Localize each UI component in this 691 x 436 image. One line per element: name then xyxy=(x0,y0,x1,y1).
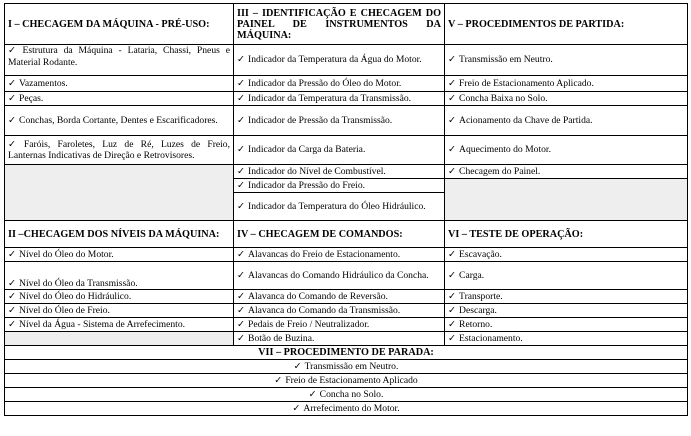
list-item xyxy=(5,402,688,416)
item-label: Transmissão em Neutro. xyxy=(304,360,399,372)
check-icon: ✓ xyxy=(237,332,246,344)
header-row-bottom xyxy=(5,346,688,360)
item-label: Concha Baixa no Solo. xyxy=(459,92,548,104)
list-item xyxy=(234,136,445,165)
check-icon: ✓ xyxy=(237,290,246,302)
item-label: Retorno. xyxy=(459,318,493,330)
list-item xyxy=(234,106,445,136)
checklist-row xyxy=(5,318,688,332)
check-icon: ✓ xyxy=(448,54,457,66)
item-label: Indicador da Pressão do Óleo do Motor. xyxy=(248,77,402,89)
item-label: Alavanca do Comando de Reversão. xyxy=(248,290,388,302)
checklist-row xyxy=(5,165,688,179)
check-icon: ✓ xyxy=(8,138,21,150)
item-label: Escavação. xyxy=(459,248,502,260)
check-icon: ✓ xyxy=(448,318,457,330)
list-item xyxy=(234,179,445,193)
list-item xyxy=(445,106,688,136)
list-item xyxy=(5,374,688,388)
list-item xyxy=(445,136,688,165)
item-label: Alavancas do Freio de Estacionamento. xyxy=(248,248,401,260)
check-icon: ✓ xyxy=(448,114,457,126)
check-icon: ✓ xyxy=(448,248,457,260)
check-icon: ✓ xyxy=(8,277,17,289)
list-item xyxy=(5,248,234,262)
list-item xyxy=(234,248,445,262)
check-icon: ✓ xyxy=(8,248,17,260)
item-label: Pedais de Freio / Neutralizador. xyxy=(248,318,370,330)
list-item xyxy=(234,165,445,179)
check-icon: ✓ xyxy=(8,45,20,56)
checklist-row xyxy=(5,332,688,346)
list-item xyxy=(445,290,688,304)
check-icon: ✓ xyxy=(448,332,457,344)
item-label: Indicador da Temperatura da Água do Motor. xyxy=(248,54,422,66)
item-label: Estacionamento. xyxy=(459,332,523,344)
checklist-row xyxy=(5,402,688,416)
checklist-row xyxy=(5,290,688,304)
item-label: Freio de Estacionamento Aplicado. xyxy=(459,77,594,89)
item-label: Estrutura da Máquina - Lataria, Chassi, Pneus e Material Rodante. xyxy=(8,45,230,68)
list-item xyxy=(445,76,688,92)
item-label: Concha no Solo. xyxy=(319,388,384,400)
checklist-row xyxy=(5,374,688,388)
section4-header: IV – CHECAGEM DE COMANDOS: xyxy=(234,221,445,248)
check-icon: ✓ xyxy=(237,318,246,330)
list-item xyxy=(234,290,445,304)
checklist-row xyxy=(5,388,688,402)
check-icon: ✓ xyxy=(293,360,302,372)
checklist-row xyxy=(5,76,688,92)
check-icon: ✓ xyxy=(237,165,246,177)
item-label: Nível do Óleo do Motor. xyxy=(19,248,114,260)
checklist-row xyxy=(5,248,688,262)
list-item xyxy=(5,136,234,165)
item-label: Indicador da Temperatura do Óleo Hidráulico. xyxy=(248,200,426,212)
item-label: Alavanca do Comando da Transmissão. xyxy=(248,304,401,316)
check-icon: ✓ xyxy=(448,144,457,156)
check-icon: ✓ xyxy=(308,388,317,400)
check-icon: ✓ xyxy=(448,290,457,302)
check-icon: ✓ xyxy=(8,92,17,104)
check-icon: ✓ xyxy=(237,304,246,316)
item-label: Indicador da Pressão do Freio. xyxy=(248,179,366,191)
list-item xyxy=(5,304,234,318)
list-item xyxy=(5,262,234,290)
list-item xyxy=(445,332,688,346)
check-icon: ✓ xyxy=(448,165,457,177)
section3-header: III – IDENTIFICAÇÃO E CHECAGEM DO PAINEL DE INSTRUMENTOS DA MÁQUINA: xyxy=(234,4,445,45)
item-label: Indicador do Nível de Combustível. xyxy=(248,165,386,177)
check-icon: ✓ xyxy=(8,114,17,126)
item-label: Nível do Óleo da Transmissão. xyxy=(19,277,138,289)
list-item xyxy=(445,92,688,106)
item-label: Transmissão em Neutro. xyxy=(459,54,553,66)
item-label: Nível da Água - Sistema de Arrefecimento. xyxy=(19,318,186,330)
item-label: Transporte. xyxy=(459,290,503,302)
item-label: Peças. xyxy=(19,92,44,104)
list-item xyxy=(234,45,445,76)
check-icon: ✓ xyxy=(8,304,17,316)
section6-header: VI – TESTE DE OPERAÇÃO: xyxy=(445,221,688,248)
checklist-row xyxy=(5,360,688,374)
list-item xyxy=(5,76,234,92)
item-label: Carga. xyxy=(459,269,485,281)
check-icon: ✓ xyxy=(448,304,457,316)
check-icon: ✓ xyxy=(8,77,17,89)
list-item xyxy=(5,290,234,304)
list-item xyxy=(445,304,688,318)
check-icon: ✓ xyxy=(237,179,246,191)
list-item xyxy=(5,92,234,106)
check-icon: ✓ xyxy=(237,92,246,104)
list-item xyxy=(234,304,445,318)
check-icon: ✓ xyxy=(448,77,457,89)
item-label: Nível do Óleo do Hidráulico. xyxy=(19,290,132,302)
list-item xyxy=(5,360,688,374)
item-label: Botão de Buzina. xyxy=(248,332,315,344)
check-icon: ✓ xyxy=(274,374,283,386)
check-icon: ✓ xyxy=(237,77,246,89)
list-item xyxy=(445,165,688,179)
list-item xyxy=(234,262,445,290)
check-icon: ✓ xyxy=(448,92,457,104)
check-icon: ✓ xyxy=(292,402,301,414)
header-row-middle xyxy=(5,221,688,248)
list-item xyxy=(234,92,445,106)
item-label: Indicador de Pressão da Transmissão. xyxy=(248,114,393,126)
item-label: Indicador da Carga da Bateria. xyxy=(248,144,366,156)
section7-header: VII – PROCEDIMENTO DE PARADA: xyxy=(5,346,688,360)
list-item xyxy=(5,106,234,136)
list-item xyxy=(234,193,445,221)
list-item xyxy=(5,388,688,402)
item-label: Conchas, Borda Cortante, Dentes e Escarificadores. xyxy=(19,114,218,126)
checklist-row xyxy=(5,304,688,318)
list-item xyxy=(234,76,445,92)
list-item xyxy=(234,318,445,332)
checklist-row xyxy=(5,45,688,76)
section1-header: I – CHECAGEM DA MÁQUINA - PRÉ-USO: xyxy=(5,4,234,45)
checklist-row xyxy=(5,106,688,136)
list-item xyxy=(5,45,234,76)
header-row-top xyxy=(5,4,688,45)
list-item xyxy=(445,262,688,290)
empty-cell xyxy=(5,332,234,346)
checklist-row xyxy=(5,262,688,290)
check-icon: ✓ xyxy=(237,114,246,126)
check-icon: ✓ xyxy=(237,248,246,260)
item-label: Arrefecimento do Motor. xyxy=(303,402,400,414)
list-item xyxy=(5,318,234,332)
checklist-row xyxy=(5,136,688,165)
check-icon: ✓ xyxy=(237,144,246,156)
item-label: Faróis, Faroletes, Luz de Ré, Luzes de Freio, Lanternas Indicativas de Direção e Retrovisores. xyxy=(8,138,231,161)
section2-header: II –CHECAGEM DOS NÍVEIS DA MÁQUINA: xyxy=(5,221,234,248)
checklist-table xyxy=(4,3,688,416)
empty-cell xyxy=(5,165,234,221)
list-item xyxy=(445,318,688,332)
list-item xyxy=(234,332,445,346)
checklist-row xyxy=(5,92,688,106)
section5-header: V – PROCEDIMENTOS DE PARTIDA: xyxy=(445,4,688,45)
item-label: Acionamento da Chave de Partida. xyxy=(459,114,593,126)
item-label: Descarga. xyxy=(459,304,497,316)
check-icon: ✓ xyxy=(237,54,246,66)
check-icon: ✓ xyxy=(8,318,17,330)
item-label: Alavancas do Comando Hidráulico da Concha. xyxy=(248,269,429,281)
item-label: Aquecimento do Motor. xyxy=(459,144,551,156)
item-label: Freio de Estacionamento Aplicado xyxy=(285,374,418,386)
list-item xyxy=(445,248,688,262)
item-label: Vazamentos. xyxy=(19,77,68,89)
item-label: Checagem do Painel. xyxy=(459,165,541,177)
check-icon: ✓ xyxy=(448,269,457,281)
empty-cell xyxy=(445,179,688,221)
item-label: Indicador da Temperatura da Transmissão. xyxy=(248,92,412,104)
check-icon: ✓ xyxy=(237,269,246,281)
check-icon: ✓ xyxy=(8,290,17,302)
list-item xyxy=(445,45,688,76)
check-icon: ✓ xyxy=(237,200,246,212)
item-label: Nível do Óleo de Freio. xyxy=(19,304,110,316)
